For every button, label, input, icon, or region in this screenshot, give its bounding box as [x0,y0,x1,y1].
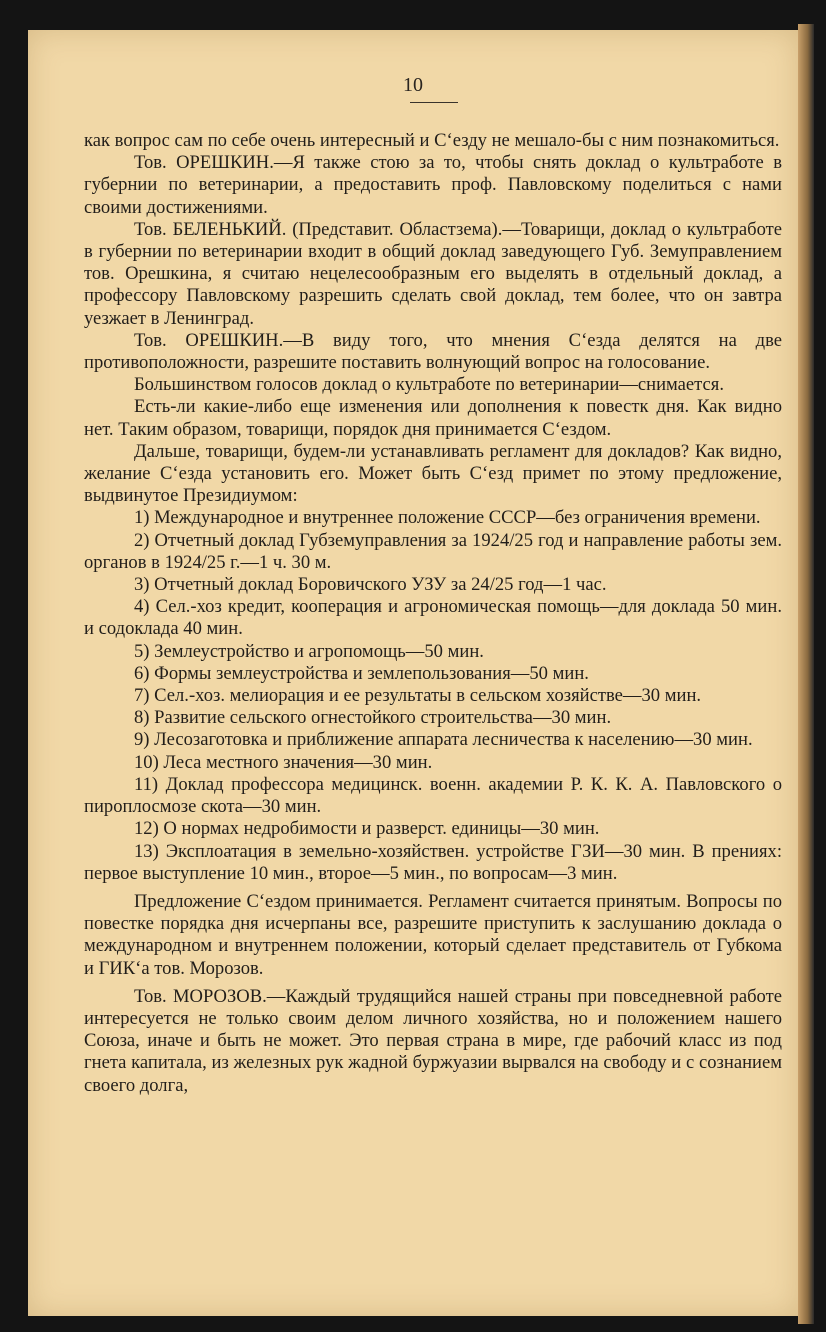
paragraph: 10) Леса местного значения—30 мин. [134,751,433,773]
paragraph: Есть-ли какие-либо еще изменения или дополнения к повестк дня. Как видно нет. Таким образом, товарищи, порядок дня принимается С‘ездом. [84,396,782,440]
paragraph: 9) Лесозаготовка и приближение аппарата лесничества к населению—30 мин. [134,729,753,751]
paragraph: Большинством голосов доклад о культработе по ветеринарии—снимается. [134,374,724,396]
paragraph: 1) Международное и внутреннее положение СССР—без ограничения времени. [134,507,761,529]
body-text [84,130,782,1097]
paragraph: 12) О нормах недробимости и разверст. единицы—30 мин. [134,818,600,840]
paragraph: 8) Развитие сельского огнестойкого строительства—30 мин. [134,707,612,729]
paragraph: 2) Отчетный доклад Губземуправления за 1924/25 год и направление работы зем. органов в 1924/25 г.—1 ч. 30 м. [84,529,782,573]
page-number-rule [410,102,458,103]
paragraph: 7) Сел.-хоз. мелиорация и ее результаты в сельском хозяйстве—30 мин. [134,685,702,707]
paragraph: Предложение С‘ездом принимается. Регламент считается принятым. Вопросы по повестке порядка дня исчерпаны все, разрешите приступить к заслушанию доклада о международном и внутреннем положении, который сделает представитель от Губкома и ГИК‘а тов. Морозов. [84,890,782,979]
paragraph: Тов. МОРОЗОВ.—Каждый трудящийся нашей страны при повседневной работе интересуется не только своим делом личного хозяйства, но и положением нашего Союза, иначе и быть не может. Это первая страна в мире, где рабочий класс из под гнета капитала, из железных рук жадной буржуазии вырвался на свободу и с сознанием своего долга, [84,985,782,1096]
book-spine [798,24,814,1324]
paragraph: 6) Формы землеустройства и землепользования—50 мин. [134,662,589,684]
document-page [28,30,798,1316]
paragraph: Дальше, товарищи, будем-ли устанавливать регламент для докладов? Как видно, желание С‘езда установить его. Может быть С‘езд примет по этому предложение, выдвинутое Президиумом: [84,440,782,507]
paragraph: 5) Землеустройство и агропомощь—50 мин. [134,640,484,662]
page-number: 10 [403,74,423,96]
paragraph: Тов. БЕЛЕНЬКИЙ. (Представит. Областзема).—Товарищи, доклад о культработе в губернии по ветеринарии входит в общий доклад заведующего Губ. Земуправлением тов. Орешкина, я считаю нецелесообразным его выделять в отдельный доклад, а профессору Павловскому разрешить сделать свой доклад, тем более, что он завтра уезжает в Ленинград. [84,218,782,329]
paragraph: 11) Доклад профессора медицинск. военн. академии Р. К. К. А. Павловского о пироплосмозе скота—30 мин. [84,773,782,818]
paragraph: 3) Отчетный доклад Боровичского УЗУ за 24/25 год—1 час. [134,574,607,596]
paragraph: Тов. ОРЕШКИН.—В виду того, что мнения С‘езда делятся на две противоположности, разрешите поставить волнующий вопрос на голосование. [84,329,782,374]
paragraph: 13) Эксплоатация в земельно-хозяйствен. устройстве ГЗИ—30 мин. В прениях: первое выступление 10 мин., второе—5 мин., по вопросам—3 мин. [84,840,782,884]
paragraph: 4) Сел.-хоз кредит, кооперация и агрономическая помощь—для доклада 50 мин. и содоклада 40 мин. [84,596,782,640]
paragraph: Тов. ОРЕШКИН.—Я также стою за то, чтобы снять доклад о культработе в губернии по ветеринарии, а предоставить проф. Павловскому поделиться с нами своими достижениями. [84,152,782,218]
paragraph: как вопрос сам по себе очень интересный и С‘езду не мешало-бы с ним познакомиться. [84,130,780,151]
